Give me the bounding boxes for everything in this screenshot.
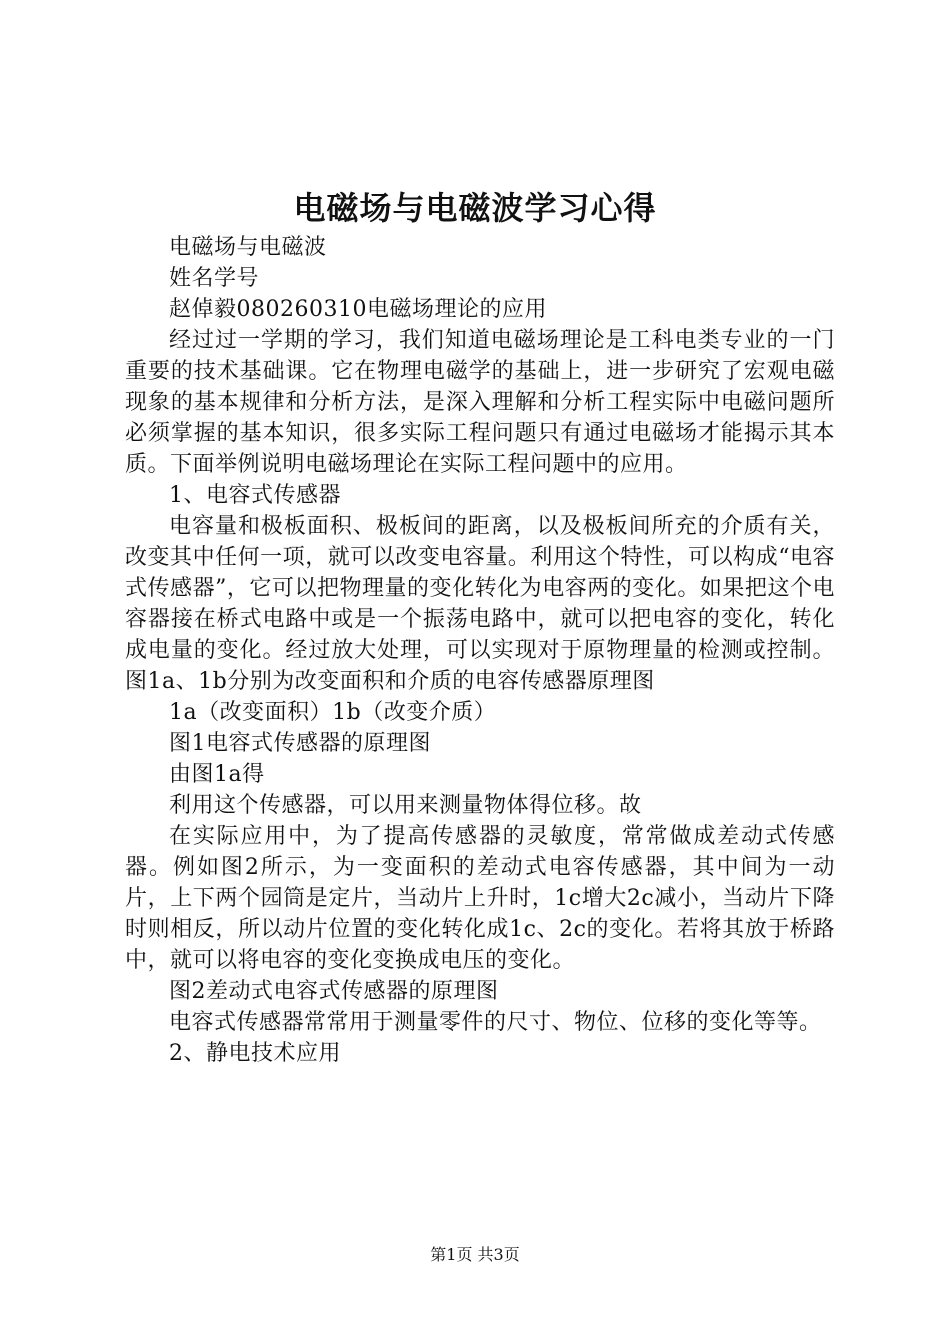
section-heading-capacitive-sensor: 1、电容式传感器 (169, 483, 341, 508)
paragraph-from-figure-1a: 由图1a得 (169, 762, 265, 787)
figure-subcaption-1a-1b: 1a（改变面积）1b（改变介质） (169, 700, 497, 725)
document-title: 电磁场与电磁波学习心得 (293, 189, 657, 227)
document-body (125, 232, 835, 1069)
figure-caption-1: 图1电容式传感器的原理图 (169, 731, 431, 756)
paragraph-capacitance-principle: 电容量和极板面积、极板间的距离，以及极板间所充的介质有关，改变其中任何一项，就可以改变电容量。利用这个特性，可以构成“电容式传感器”，它可以把物理量的变化转化为电容两的变化。如果把这个电容器接在桥式电路中或是一个振荡电路中，就可以把电容的变化，转化成电量的变化。经过放大处理，可以实现对于原物理量的检测或控制。图1a、1b分别为改变面积和介质的电容传感器原理图 (125, 514, 835, 694)
paragraph-intro: 经过过一学期的学习，我们知道电磁场理论是工科电类专业的一门重要的技术基础课。它在物理电磁学的基础上，进一步研究了宏观电磁现象的基本规律和分析方法，是深入理解和分析工程实际中电磁问题所必须掌握的基本知识，很多实际工程问题只有通过电磁场才能揭示其本质。下面举例说明电磁场理论在实际工程问题中的应用。 (125, 328, 835, 477)
paragraph-sensor-uses: 电容式传感器常常用于测量零件的尺寸、物位、位移的变化等等。 (169, 1010, 822, 1035)
paragraph-measure-displacement: 利用这个传感器，可以用来测量物体得位移。故 (169, 793, 642, 818)
page-indicator: 第1页 共3页 (430, 1245, 520, 1264)
figure-caption-2: 图2差动式电容式传感器的原理图 (169, 979, 499, 1004)
section-heading-electrostatic: 2、静电技术应用 (169, 1041, 341, 1066)
paragraph-name-id-label: 姓名学号 (169, 266, 260, 291)
paragraph-differential-sensor: 在实际应用中，为了提高传感器的灵敏度，常常做成差动式传感器。例如图2所示，为一变面积的差动式电容传感器，其中间为一动片，上下两个园筒是定片，当动片上升时，1c增大2c减小，当动片下降时则相反，所以动片位置的变化转化成1c、2c的变化。若将其放于桥路中，就可以将电容的变化变换成电压的变化。 (125, 824, 835, 973)
paragraph-course-name: 电磁场与电磁波 (169, 235, 327, 260)
paragraph-author-topic: 赵倬毅080260310电磁场理论的应用 (169, 297, 547, 322)
